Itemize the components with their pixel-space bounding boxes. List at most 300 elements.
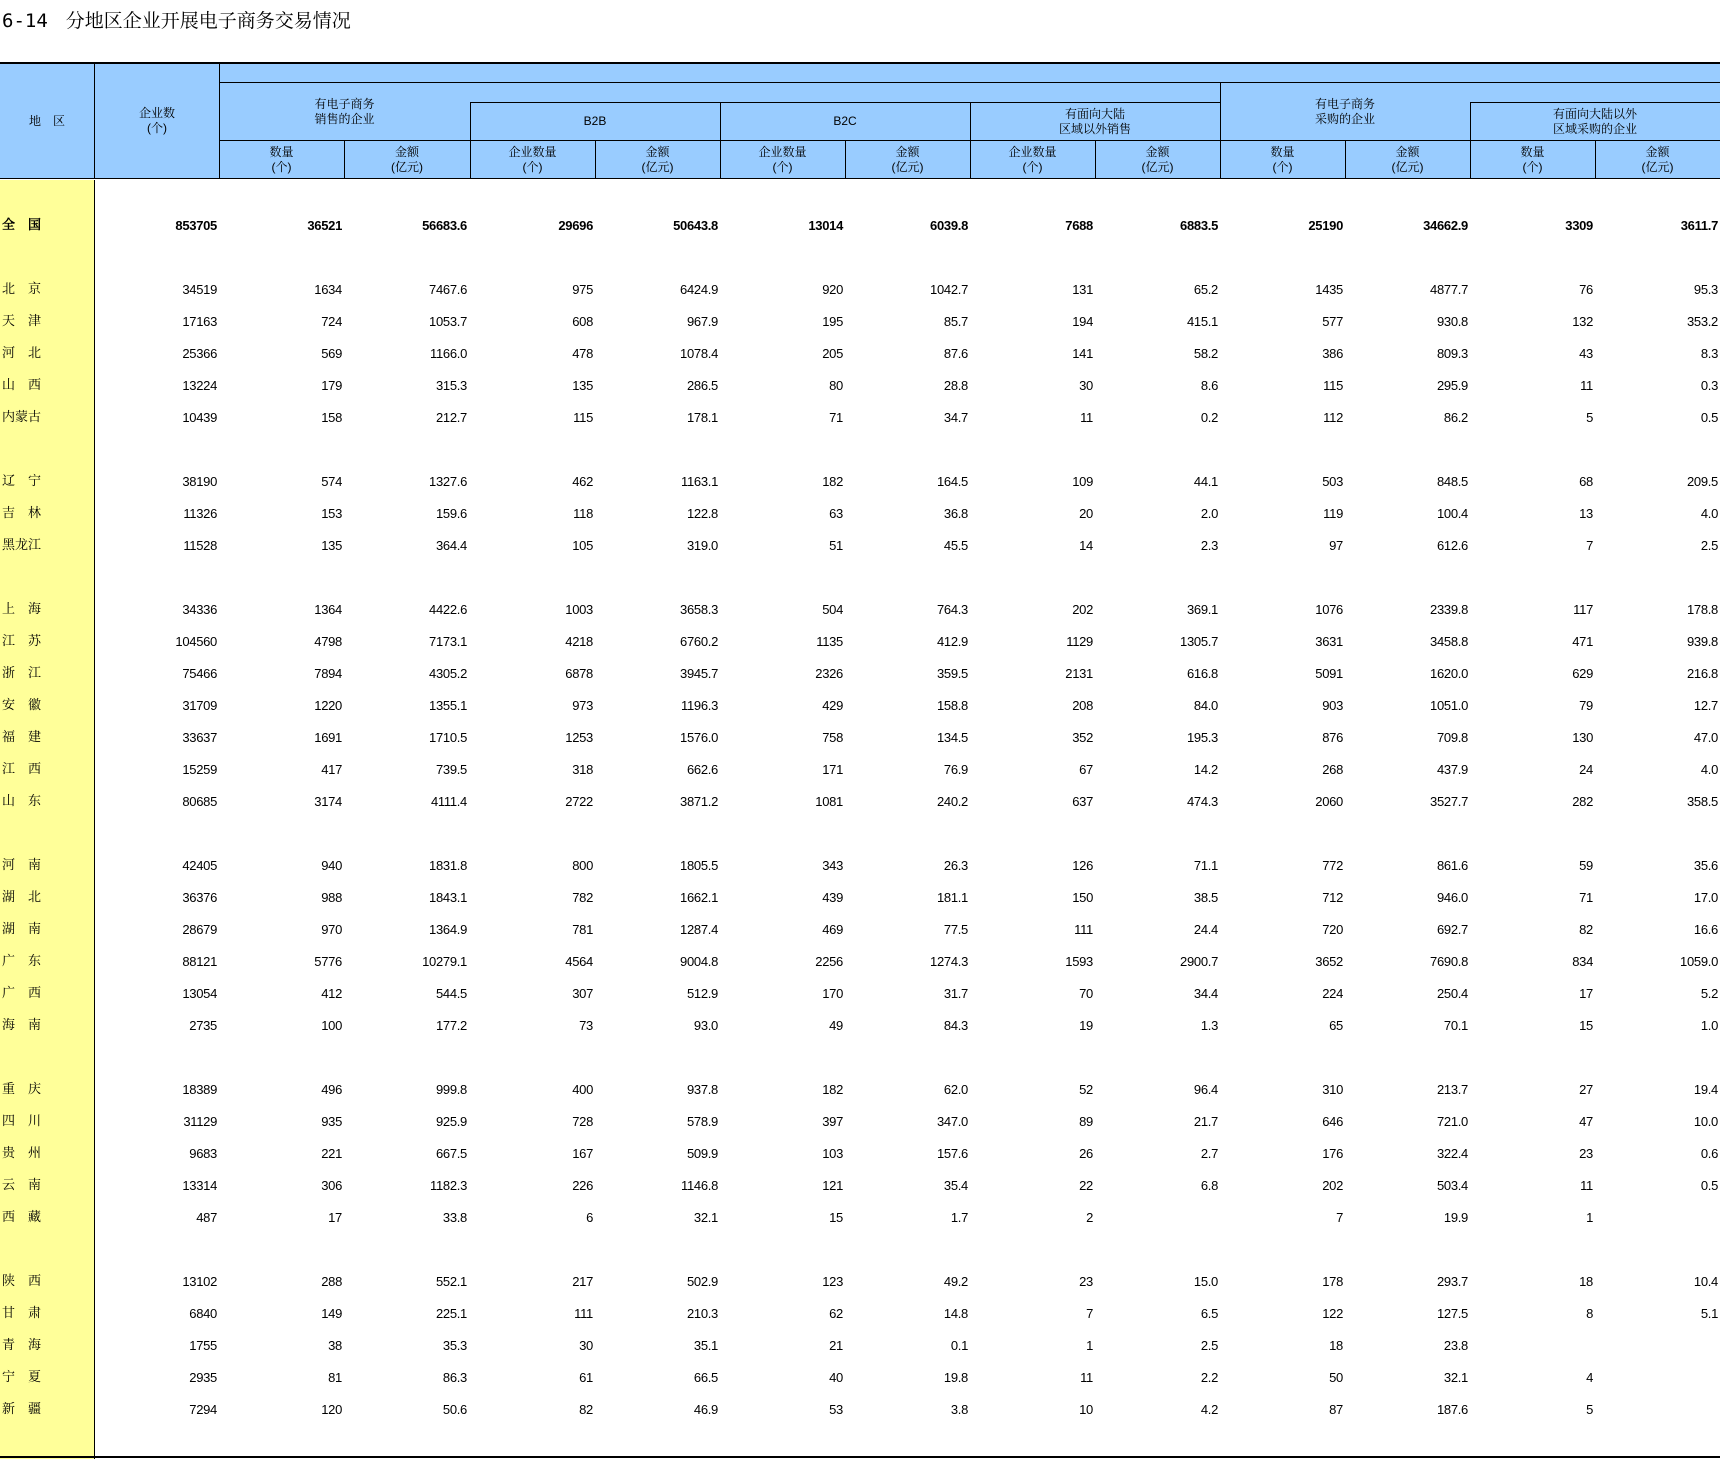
table-cell: 782 — [572, 890, 593, 905]
table-cell: 4.0 — [1700, 762, 1718, 777]
table-cell: 667.5 — [435, 1146, 467, 1161]
table-cell: 122 — [1322, 1306, 1343, 1321]
table-cell: 7894 — [314, 666, 342, 681]
table-cell: 15259 — [182, 762, 217, 777]
header-sub-amount: 金额 (亿元) — [391, 144, 423, 174]
table-cell: 3.8 — [950, 1402, 968, 1417]
table-cell: 38 — [328, 1338, 342, 1353]
table-cell: 3945.7 — [680, 666, 718, 681]
table-title — [2, 6, 351, 33]
table-cell: 21.7 — [1193, 1114, 1218, 1129]
table-cell: 1287.4 — [680, 922, 718, 937]
table-cell: 17 — [1579, 986, 1593, 1001]
table-cell: 0.2 — [1200, 410, 1218, 425]
table-cell: 1078.4 — [680, 346, 718, 361]
table-cell: 1042.7 — [930, 282, 968, 297]
table-cell: 212.7 — [435, 410, 467, 425]
table-cell: 4 — [1586, 1370, 1593, 1385]
table-cell: 1182.3 — [430, 1178, 467, 1193]
table-cell: 208 — [1072, 698, 1093, 713]
table-cell: 95.3 — [1693, 282, 1718, 297]
table-cell: 358.5 — [1686, 794, 1718, 809]
table-cell: 157.6 — [936, 1146, 968, 1161]
table-cell: 213.7 — [1436, 1082, 1468, 1097]
table-cell: 11 — [1580, 378, 1593, 393]
table-cell: 1305.7 — [1180, 634, 1218, 649]
header-sales-group: 有电子商务 销售的企业 — [314, 96, 375, 126]
table-cell: 111 — [574, 1306, 593, 1321]
table-cell: 13 — [1579, 506, 1593, 521]
table-cell: 552.1 — [435, 1274, 467, 1289]
table-cell: 1755 — [189, 1338, 217, 1353]
table-cell: 8.6 — [1200, 378, 1218, 393]
table-cell: 84.3 — [943, 1018, 968, 1033]
table-cell: 412 — [321, 986, 342, 1001]
table-cell: 26 — [1079, 1146, 1093, 1161]
table-cell: 2 — [1086, 1210, 1093, 1225]
table-cell: 158 — [321, 410, 342, 425]
table-cell: 1135 — [816, 634, 843, 649]
header-b2c: B2C — [833, 114, 857, 128]
table-cell: 15 — [829, 1210, 843, 1225]
table-cell: 34.4 — [1193, 986, 1218, 1001]
table-cell: 50 — [1329, 1370, 1343, 1385]
table-cell: 1843.1 — [429, 890, 467, 905]
table-cell: 217 — [572, 1274, 593, 1289]
table-cell: 13314 — [182, 1178, 217, 1193]
table-cell: 24 — [1579, 762, 1593, 777]
table-cell: 82 — [1579, 922, 1593, 937]
table-cell: 848.5 — [1436, 474, 1468, 489]
table-cell: 781 — [572, 922, 593, 937]
bottom-rule — [0, 1456, 1720, 1458]
table-cell: 17 — [328, 1210, 342, 1225]
table-cell: 462 — [572, 474, 593, 489]
region-name: 甘 肃 — [2, 1306, 42, 1321]
table-cell: 935 — [321, 1114, 342, 1129]
header-sub-count: 数量 (个) — [1520, 144, 1545, 174]
table-cell: 135 — [572, 378, 593, 393]
region-name: 西 藏 — [2, 1210, 42, 1225]
table-cell: 195 — [822, 314, 843, 329]
table-cell: 42405 — [182, 858, 217, 873]
table-cell: 34662.9 — [1423, 218, 1468, 233]
table-cell: 119 — [1323, 506, 1343, 521]
table-cell: 616.8 — [1186, 666, 1218, 681]
table-cell: 353.2 — [1686, 314, 1718, 329]
table-cell: 800 — [572, 858, 593, 873]
header-b2b: B2B — [583, 114, 607, 128]
table-cell: 512.9 — [686, 986, 718, 1001]
table-cell: 31.7 — [943, 986, 968, 1001]
table-cell: 2256 — [815, 954, 843, 969]
table-cell: 115 — [1323, 378, 1343, 393]
table-cell: 195.3 — [1186, 730, 1218, 745]
table-cell: 77.5 — [943, 922, 968, 937]
table-cell: 2900.7 — [1180, 954, 1218, 969]
table-cell: 4111.4 — [430, 794, 467, 809]
region-name: 黑龙江 — [2, 538, 42, 553]
table-cell: 25190 — [1308, 218, 1343, 233]
table-cell: 7294 — [189, 1402, 217, 1417]
table-cell: 5091 — [1315, 666, 1343, 681]
table-cell: 51 — [829, 538, 843, 553]
table-cell: 13224 — [182, 378, 217, 393]
table-cell: 3871.2 — [680, 794, 718, 809]
table-cell: 225.1 — [435, 1306, 467, 1321]
table-cell: 182 — [822, 474, 843, 489]
table-cell: 70.1 — [1443, 1018, 1468, 1033]
table-cell: 352 — [1072, 730, 1093, 745]
table-cell: 16.6 — [1693, 922, 1718, 937]
table-cell: 18 — [1579, 1274, 1593, 1289]
table-cell: 728 — [572, 1114, 593, 1129]
region-name: 北 京 — [2, 282, 42, 297]
table-cell: 1620.0 — [1430, 666, 1468, 681]
table-cell: 30 — [1079, 378, 1093, 393]
table-cell: 40 — [829, 1370, 843, 1385]
table-cell: 27 — [1579, 1082, 1593, 1097]
table-cell: 7 — [1336, 1210, 1343, 1225]
table-cell: 26.3 — [943, 858, 968, 873]
table-cell: 1003 — [565, 602, 593, 617]
table-cell: 970 — [321, 922, 342, 937]
table-cell: 5776 — [314, 954, 342, 969]
table-cell: 6878 — [565, 666, 593, 681]
region-name: 安 徽 — [2, 698, 42, 713]
table-cell: 103 — [822, 1146, 843, 1161]
region-name: 河 南 — [2, 858, 42, 873]
table-cell: 1691 — [314, 730, 342, 745]
table-cell: 5.1 — [1700, 1306, 1718, 1321]
table-cell: 1146.8 — [681, 1178, 718, 1193]
table-cell: 758 — [822, 730, 843, 745]
table-cell: 11 — [1080, 410, 1093, 425]
table-cell: 11326 — [183, 506, 217, 521]
table-cell: 25366 — [182, 346, 217, 361]
table-cell: 429 — [822, 698, 843, 713]
table-cell: 544.5 — [435, 986, 467, 1001]
table-cell: 3458.8 — [1430, 634, 1468, 649]
table-cell: 1662.1 — [680, 890, 718, 905]
table-cell: 100.4 — [1436, 506, 1468, 521]
table-cell: 343 — [822, 858, 843, 873]
table-cell: 1 — [1086, 1338, 1093, 1353]
table-cell: 1576.0 — [680, 730, 718, 745]
region-name: 湖 北 — [2, 890, 42, 905]
table-cell: 282 — [1572, 794, 1593, 809]
table-cell: 5.2 — [1700, 986, 1718, 1001]
table-cell: 496 — [321, 1082, 342, 1097]
table-cell: 35.4 — [943, 1178, 968, 1193]
region-name: 重 庆 — [2, 1082, 42, 1097]
table-cell: 7688 — [1065, 218, 1093, 233]
table-cell: 3309 — [1565, 218, 1593, 233]
table-cell: 471 — [1572, 634, 1593, 649]
table-cell: 503 — [1322, 474, 1343, 489]
table-cell: 44.1 — [1193, 474, 1218, 489]
table-cell: 158.8 — [936, 698, 968, 713]
table-cell: 23.8 — [1443, 1338, 1468, 1353]
table-cell: 170 — [822, 986, 843, 1001]
header-region: 地 区 — [28, 113, 65, 128]
header-outside-purchase: 有面向大陆以外 区域采购的企业 — [1552, 106, 1637, 136]
table-cell: 999.8 — [435, 1082, 467, 1097]
region-name: 湖 南 — [2, 922, 42, 937]
table-cell: 56683.6 — [422, 218, 467, 233]
table-cell: 6.8 — [1200, 1178, 1218, 1193]
table-cell: 179 — [321, 378, 342, 393]
region-column — [0, 180, 94, 1459]
table-cell: 1059.0 — [1680, 954, 1718, 969]
table-cell: 123 — [822, 1274, 843, 1289]
table-cell: 67 — [1079, 762, 1093, 777]
table-cell: 127.5 — [1436, 1306, 1468, 1321]
table-cell: 1051.0 — [1430, 698, 1468, 713]
table-cell: 62 — [829, 1306, 843, 1321]
table-cell: 100 — [321, 1018, 342, 1033]
table-cell: 150 — [1072, 890, 1093, 905]
table-cell: 1364 — [314, 602, 342, 617]
table-cell: 386 — [1322, 346, 1343, 361]
table-cell: 2.2 — [1200, 1370, 1218, 1385]
table-cell: 224 — [1322, 986, 1343, 1001]
table-cell: 400 — [572, 1082, 593, 1097]
table-cell: 2.5 — [1700, 538, 1718, 553]
table-cell: 250.4 — [1436, 986, 1468, 1001]
region-name: 全 国 — [2, 218, 42, 233]
table-cell: 578.9 — [686, 1114, 718, 1129]
header-sub-amount: 金额 (亿元) — [1391, 144, 1424, 174]
table-cell: 6 — [586, 1210, 593, 1225]
table-cell: 88121 — [182, 954, 217, 969]
table-cell: 87.6 — [943, 346, 968, 361]
table-cell: 79 — [1579, 698, 1593, 713]
table-cell: 720 — [1322, 922, 1343, 937]
table-cell: 178 — [1322, 1274, 1343, 1289]
table-cell: 80685 — [182, 794, 217, 809]
table-cell: 28.8 — [943, 378, 968, 393]
header-sub-amount: 金额 (亿元) — [891, 144, 924, 174]
table-cell: 1710.5 — [429, 730, 467, 745]
table-cell: 13014 — [808, 218, 843, 233]
table-cell: 2.3 — [1200, 538, 1218, 553]
table-cell: 117 — [1573, 602, 1593, 617]
table-cell: 82 — [579, 1402, 593, 1417]
table-cell: 7467.6 — [429, 282, 467, 297]
table-cell: 194 — [1072, 314, 1093, 329]
table-cell: 0.6 — [1700, 1146, 1718, 1161]
table-cell: 19 — [1079, 1018, 1093, 1033]
table-cell: 1196.3 — [681, 698, 718, 713]
region-name: 辽 宁 — [2, 474, 42, 489]
header-sub-amount: 金额 (亿元) — [1141, 144, 1174, 174]
table-cell: 474.3 — [1186, 794, 1218, 809]
table-cell: 10439 — [182, 410, 217, 425]
table-cell: 569 — [321, 346, 342, 361]
table-cell: 8 — [1586, 1306, 1593, 1321]
table-cell: 637 — [1072, 794, 1093, 809]
table-cell: 35.6 — [1693, 858, 1718, 873]
table-cell: 646 — [1322, 1114, 1343, 1129]
table-cell: 6039.8 — [930, 218, 968, 233]
table-cell: 13054 — [182, 986, 217, 1001]
table-cell: 15 — [1579, 1018, 1593, 1033]
table-cell: 45.5 — [943, 538, 968, 553]
table-cell: 216.8 — [1686, 666, 1718, 681]
table-cell: 988 — [321, 890, 342, 905]
table-cell: 2339.8 — [1430, 602, 1468, 617]
table-cell: 202 — [1322, 1178, 1343, 1193]
table-cell: 364.4 — [435, 538, 467, 553]
table-cell: 209.5 — [1686, 474, 1718, 489]
table-cell: 68 — [1579, 474, 1593, 489]
table-cell: 6840 — [189, 1306, 217, 1321]
region-name: 内蒙古 — [2, 410, 42, 425]
table-cell: 268 — [1322, 762, 1343, 777]
table-cell: 6424.9 — [680, 282, 718, 297]
table-cell: 504 — [822, 602, 843, 617]
header-sub-ent-count: 企业数量 (个) — [508, 144, 557, 174]
table-cell: 11 — [1580, 1178, 1593, 1193]
table-cell: 6883.5 — [1180, 218, 1218, 233]
table-cell: 240.2 — [936, 794, 968, 809]
table-cell: 10 — [1079, 1402, 1093, 1417]
table-cell: 21 — [829, 1338, 843, 1353]
table-cell: 118 — [573, 506, 593, 521]
table-cell: 22 — [1079, 1178, 1093, 1193]
table-cell: 397 — [822, 1114, 843, 1129]
table-cell: 7173.1 — [429, 634, 467, 649]
region-name: 江 西 — [2, 762, 42, 777]
table-cell: 437.9 — [1436, 762, 1468, 777]
table-cell: 176 — [1322, 1146, 1343, 1161]
table-cell: 502.9 — [686, 1274, 718, 1289]
table-cell: 34336 — [182, 602, 217, 617]
table-cell: 205 — [822, 346, 843, 361]
table-cell: 293.7 — [1436, 1274, 1468, 1289]
header-sub-ent-count: 企业数量 (个) — [1008, 144, 1057, 174]
region-name: 贵 州 — [2, 1146, 42, 1161]
header-sub-count: 数量 (个) — [1270, 144, 1295, 174]
table-cell: 3631 — [1315, 634, 1343, 649]
table-cell: 0.3 — [1700, 378, 1718, 393]
table-cell: 509.9 — [686, 1146, 718, 1161]
table-cell: 111 — [1074, 922, 1093, 937]
table-cell: 2.0 — [1200, 506, 1218, 521]
table-cell: 130 — [1572, 730, 1593, 745]
table-cell: 14 — [1079, 538, 1093, 553]
table-cell: 2.7 — [1200, 1146, 1218, 1161]
table-cell: 23 — [1579, 1146, 1593, 1161]
region-name: 四 川 — [2, 1114, 42, 1129]
table-cell: 1355.1 — [429, 698, 467, 713]
table-cell: 93.0 — [693, 1018, 718, 1033]
table-cell: 322.4 — [1436, 1146, 1468, 1161]
table-number: 6-14 — [2, 10, 48, 32]
table-cell: 50.6 — [442, 1402, 467, 1417]
table-cell: 439 — [822, 890, 843, 905]
table-cell: 2326 — [815, 666, 843, 681]
table-cell: 75466 — [182, 666, 217, 681]
table-cell: 84.0 — [1193, 698, 1218, 713]
table-cell: 105 — [572, 538, 593, 553]
table-cell: 15.0 — [1193, 1274, 1218, 1289]
header-enterprises: 企业数 (个) — [138, 106, 175, 135]
table-cell: 11528 — [183, 538, 217, 553]
region-name: 吉 林 — [2, 506, 42, 521]
table-cell: 4.0 — [1700, 506, 1718, 521]
table-cell: 49 — [829, 1018, 843, 1033]
table-cell: 2.5 — [1200, 1338, 1218, 1353]
table-cell: 70 — [1079, 986, 1093, 1001]
table-cell: 109 — [1072, 474, 1093, 489]
region-name: 新 疆 — [2, 1402, 42, 1417]
table-cell: 89 — [1079, 1114, 1093, 1129]
table-cell: 135 — [321, 538, 342, 553]
table-cell: 132 — [1572, 314, 1593, 329]
table-cell: 9004.8 — [680, 954, 718, 969]
table-cell: 47 — [1579, 1114, 1593, 1129]
table-cell: 86.3 — [442, 1370, 467, 1385]
table-cell: 33.8 — [442, 1210, 467, 1225]
table-cell: 712 — [1322, 890, 1343, 905]
table-cell: 975 — [572, 282, 593, 297]
table-cell: 288 — [321, 1274, 342, 1289]
table-cell: 182 — [822, 1082, 843, 1097]
table-cell: 412.9 — [936, 634, 968, 649]
table-cell: 221 — [321, 1146, 342, 1161]
top-rule — [0, 62, 1720, 64]
table-cell: 347.0 — [936, 1114, 968, 1129]
table-cell: 4422.6 — [429, 602, 467, 617]
table-cell: 181.1 — [936, 890, 968, 905]
table-cell: 19.9 — [1443, 1210, 1468, 1225]
table-cell: 202 — [1072, 602, 1093, 617]
table-cell: 0.1 — [950, 1338, 968, 1353]
table-cell: 1081 — [815, 794, 843, 809]
table-cell: 87 — [1329, 1402, 1343, 1417]
table-cell: 930.8 — [1436, 314, 1468, 329]
table-cell: 210.3 — [686, 1306, 718, 1321]
table-cell: 724 — [321, 314, 342, 329]
header-bottom-line — [0, 178, 1720, 179]
table-cell: 3658.3 — [680, 602, 718, 617]
table-cell: 834 — [1572, 954, 1593, 969]
table-cell: 71.1 — [1193, 858, 1218, 873]
table-cell: 310 — [1322, 1082, 1343, 1097]
table-cell: 36521 — [307, 218, 342, 233]
table-cell: 5 — [1586, 410, 1593, 425]
table-cell: 2935 — [189, 1370, 217, 1385]
table-cell: 315.3 — [435, 378, 467, 393]
table-cell: 286.5 — [686, 378, 718, 393]
table-cell: 6.5 — [1200, 1306, 1218, 1321]
table-cell: 417 — [321, 762, 342, 777]
header-sub-amount: 金额 (亿元) — [641, 144, 674, 174]
table-cell: 6760.2 — [680, 634, 718, 649]
table-cell: 2735 — [189, 1018, 217, 1033]
table-cell: 31709 — [182, 698, 217, 713]
table-cell: 47.0 — [1693, 730, 1718, 745]
table-cell: 164.5 — [936, 474, 968, 489]
table-cell: 2722 — [565, 794, 593, 809]
table-cell: 13102 — [182, 1274, 217, 1289]
table-cell: 10.0 — [1693, 1114, 1718, 1129]
table-cell: 967.9 — [686, 314, 718, 329]
region-name: 海 南 — [2, 1018, 42, 1033]
table-cell: 32.1 — [693, 1210, 718, 1225]
